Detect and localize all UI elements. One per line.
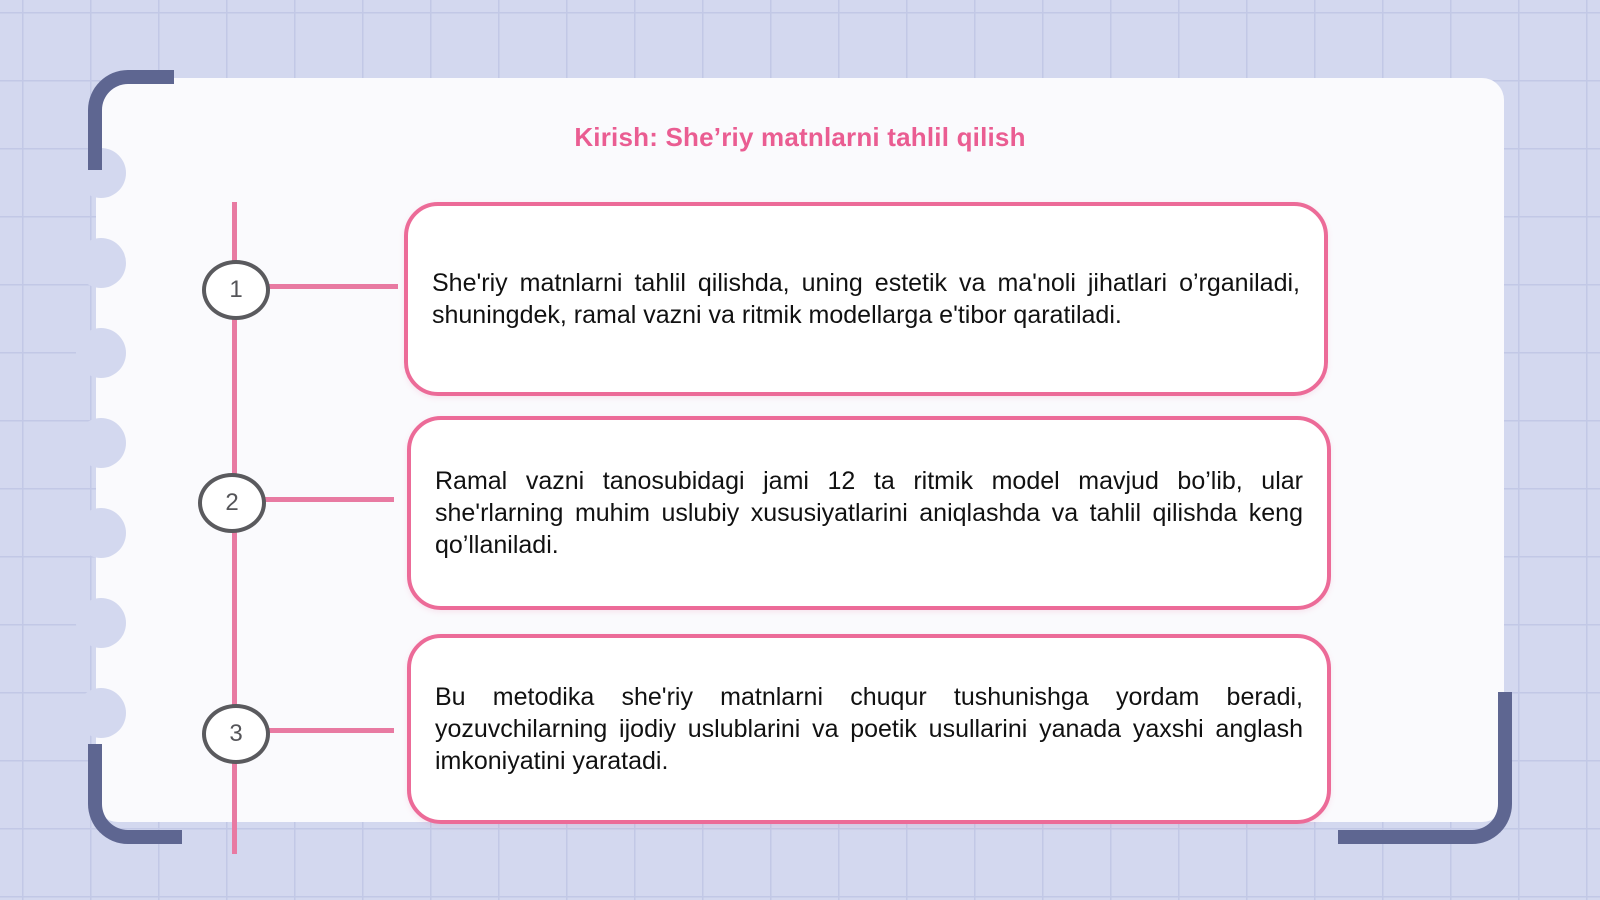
card-text-3: Bu metodika she'riy matnlarni chuqur tushunishga yordam beradi, yozuvchilarning ijodiy uslublarini va poetik usullarini yanada yaxshi anglash imkoniyatini yaratadi. [435, 683, 1303, 775]
timeline-node-3: 3 [202, 704, 270, 764]
content-card-1 [404, 202, 1328, 396]
card-text-2: Ramal vazni tanosubidagi jami 12 ta ritmik model mavjud bo’lib, ular she'rlarning muhim uslubiy xususiyatlarini aniqlashda va tahlil qilishda keng qo’llaniladi. [435, 467, 1303, 559]
timeline-node-1: 1 [202, 260, 270, 320]
frame-corner-bottom-right [1338, 692, 1512, 844]
binder-hole [76, 418, 126, 468]
slide-title: Kirish: She’riy matnlarni tahlil qilish [574, 122, 1026, 152]
timeline-connector [262, 497, 394, 502]
frame-corner-top-left [88, 70, 174, 170]
timeline-connector [266, 728, 394, 733]
binder-hole [76, 328, 126, 378]
binder-hole [76, 238, 126, 288]
content-card-3 [407, 634, 1331, 824]
binder-hole [76, 508, 126, 558]
binder-hole [76, 598, 126, 648]
frame-corner-bottom-left [88, 744, 182, 844]
card-text-1: She'riy matnlarni tahlil qilishda, uning estetik va ma'noli jihatlari o’rganiladi, shuningdek, ramal vazni va ritmik modellarga e'tibor qaratiladi. [432, 269, 1300, 329]
binder-hole [76, 688, 126, 738]
timeline-connector [266, 284, 398, 289]
timeline-node-2: 2 [198, 473, 266, 533]
content-card-2 [407, 416, 1331, 610]
